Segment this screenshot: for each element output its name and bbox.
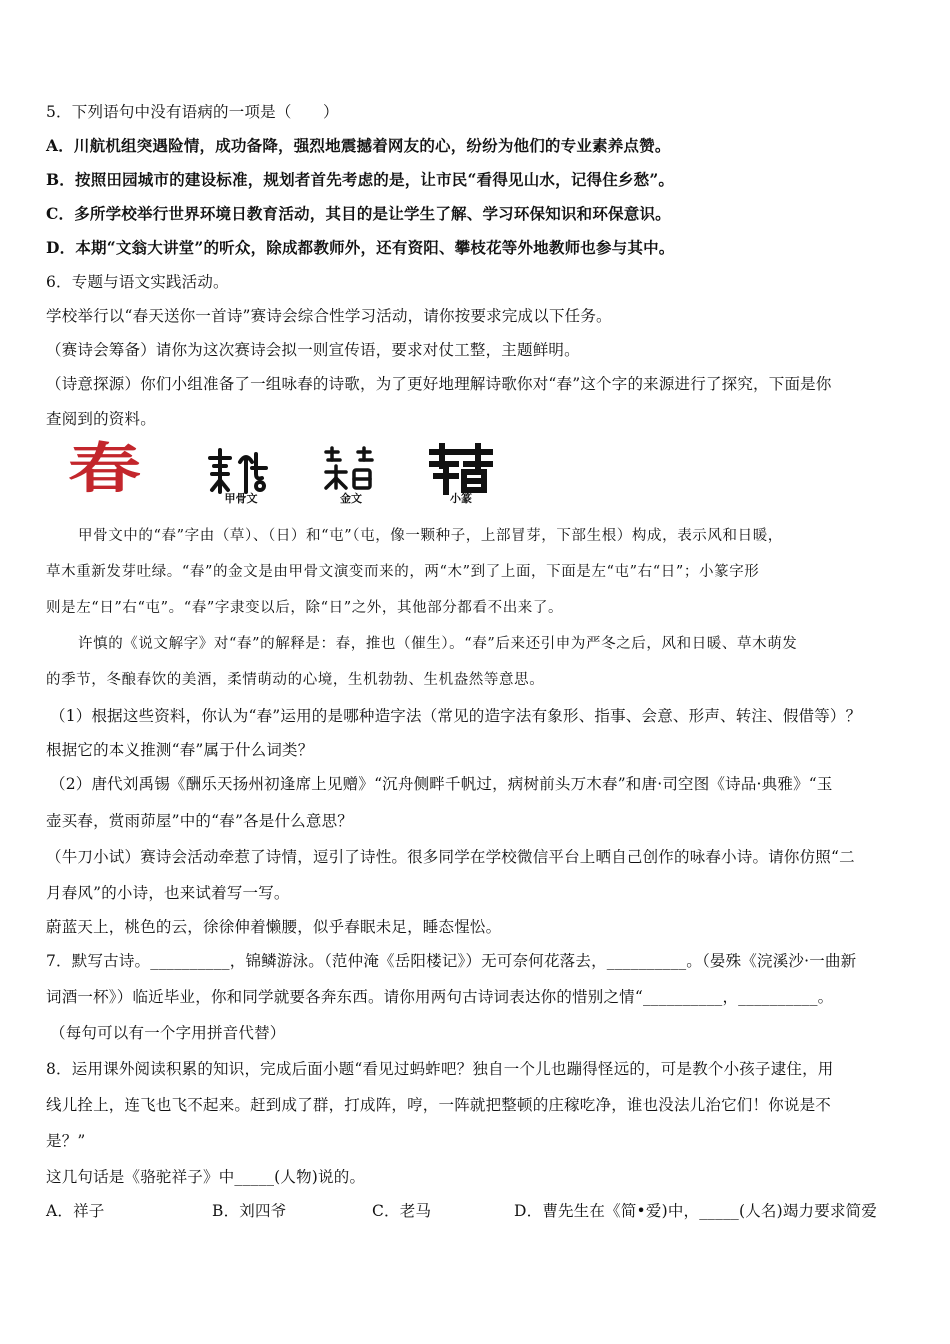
- q6-stem: 6．专题与语文实践活动。: [46, 273, 229, 291]
- caption-oracle: 甲骨文: [224, 492, 258, 505]
- q5-option-d: D．本期“文翁大讲堂”的听众，除成都教师外，还有资阳、攀枝花等外地教师也参与其中。: [46, 238, 675, 257]
- q6-trial-line2: 月春风”的小诗，也来试着写一写。: [46, 884, 290, 902]
- q6-para2-line2: 的季节，冬酿春饮的美酒，柔情萌动的心境，生机勃勃、生机盎然等意思。: [46, 672, 545, 688]
- q6-intro: 学校举行以“春天送你一首诗”赛诗会综合性学习活动，请你按要求完成以下任务。: [46, 307, 612, 325]
- q6-poem: 蔚蓝天上，桃色的云，徐徐伸着懒腰，似乎春眠未足，睡态惺忪。: [46, 918, 502, 936]
- q6-para2-line1: 许慎的《说文解字》对“春”的解释是：春，推也（催生）。“春”后来还引申为严冬之后，风和日暖、草木萌发: [78, 636, 798, 652]
- q6-trial-line1: （牛刀小试）赛诗会活动牵惹了诗情，逗引了诗性。很多同学在学校微信平台上晒自己创作的咏春小诗。请你仿照“二: [46, 848, 855, 866]
- q6-para1-line3: 则是左“日”右“屯”。“春”字隶变以后，除“日”之外，其他部分都看不出来了。: [46, 600, 564, 616]
- q6-sub1-line1: （1）根据这些资料，你认为“春”运用的是哪种造字法（常见的造字法有象形、指事、会意、形声、转注、假借等）？: [50, 707, 862, 725]
- q8-options: [46, 1200, 910, 1222]
- q6-para1-line1: 甲骨文中的“春”字由（草）、（日）和“屯”（屯，像一颗种子，上部冒芽，下部生根）构成，表示风和日暖，: [78, 528, 783, 544]
- q6-sub2-line1: （2）唐代刘禹锡《酬乐天扬州初逢席上见赠》“沉舟侧畔千帆过，病树前头万木春”和唐·司空图《诗品·典雅》“玉: [50, 775, 833, 793]
- q8-option-a: A．祥子: [46, 1202, 105, 1220]
- q6-prep: （赛诗会筹备）请你为这次赛诗会拟一则宣传语，要求对仗工整，主题鲜明。: [46, 341, 580, 359]
- q7-line1: 7．默写古诗。__________，锦鳞游泳。（范仲淹《岳阳楼记》）无可奈何花落去，__________。（晏殊《浣溪沙·一曲新: [46, 952, 857, 970]
- q6-origin-line1: （诗意探源）你们小组准备了一组咏春的诗歌，为了更好地理解诗歌你对“春”这个字的来源进行了探究，下面是你: [46, 375, 832, 393]
- chun-character-figure: [66, 436, 496, 506]
- caption-seal: 小篆: [450, 492, 472, 505]
- q7-line2: 词酒一杯》）临近毕业，你和同学就要各奔东西。请你用两句古诗词表达你的惜别之情“__________，__________。: [46, 988, 834, 1006]
- q8-line3: 是？”: [46, 1132, 86, 1150]
- q8-option-d: D．曹先生在《简•爱)中，_____(人名)竭力要求简爱: [514, 1202, 878, 1220]
- q5-option-a: A．川航机组突遇险情，成功备降，强烈地震撼着网友的心，纷纷为他们的专业素养点赞。: [46, 136, 671, 155]
- caption-bronze: 金文: [340, 492, 362, 505]
- kaishu-chun-glyph: 春: [68, 436, 141, 500]
- q6-sub1-line2: 根据它的本义推测“春”属于什么词类？: [46, 741, 314, 759]
- q8-line4: 这几句话是《骆驼祥子》中_____(人物)说的。: [46, 1168, 366, 1186]
- q6-para1-line2: 草木重新发芽吐绿。“春”的金文是由甲骨文演变而来的，两“木”到了上面，下面是左“屯”右“日”；小篆字形: [46, 564, 760, 580]
- q5-option-c: C．多所学校举行世界环境日教育活动，其目的是让学生了解、学习环保知识和环保意识。: [46, 204, 671, 223]
- q7-line3: （每句可以有一个字用拼音代替）: [50, 1024, 286, 1042]
- q6-sub2-line2: 壶买春，赏雨茆屋”中的“春”各是什么意思？: [46, 812, 353, 830]
- q6-origin-line2: 查阅到的资料。: [46, 410, 156, 428]
- q5-option-b: B．按照田园城市的建设标准，规划者首先考虑的是，让市民“看得见山水，记得住乡愁”。: [46, 170, 675, 189]
- q8-option-b: B．刘四爷: [212, 1202, 287, 1220]
- q5-stem: 5．下列语句中没有语病的一项是（ ）: [46, 103, 339, 121]
- q8-line1: 8．运用课外阅读积累的知识，完成后面小题“看见过蚂蚱吧？独自一个儿也蹦得怪远的，可是教个小孩子逮住，用: [46, 1060, 834, 1078]
- q8-option-c: C．老马: [372, 1202, 432, 1220]
- q8-line2: 线儿拴上，连飞也飞不起来。赶到成了群，打成阵，哼，一阵就把整顿的庄稼吃净，谁也没法儿治它们！你说是不: [46, 1096, 832, 1114]
